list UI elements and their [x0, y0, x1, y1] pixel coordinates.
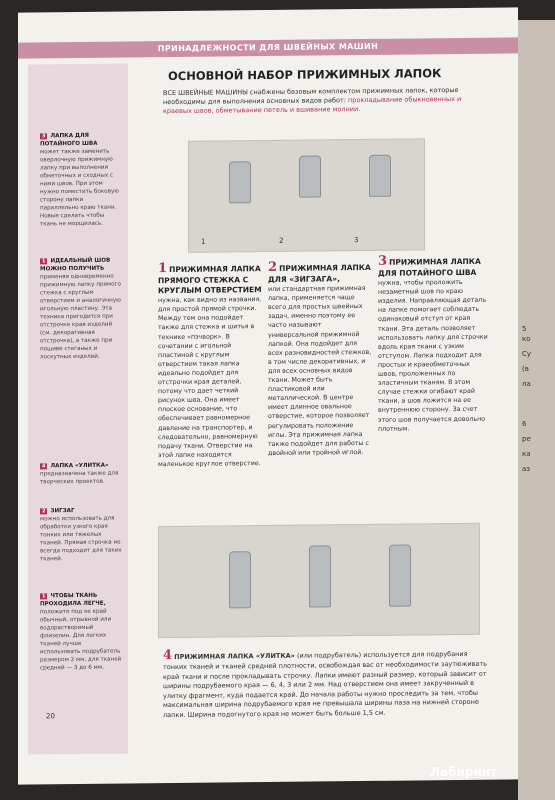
page-number: 20 — [46, 712, 55, 721]
page-header — [18, 37, 518, 58]
presser-feet-photo — [188, 138, 425, 252]
sidebar-note: 1 ЧТОБЫ ТКАНЬ ПРОХОДИЛА ЛЕГЧЕ, положите под ее край обычный, отрывной или водорастворимый флизелин. Для легких тканей лучше использовать подрубатель размером 2 мм, для тканей средней — 3 до 6 мм. — [40, 592, 122, 672]
intro-text: ВСЕ ШВЕЙНЫЕ МАШИНЫ снабжены базовым комплектом прижимных лапок, которые необходимы для выполнения основных видов работ: прокладывание обыкновенных и краевых швов, обметывание петель и вшивание молнии. — [163, 86, 462, 116]
watermark: Лабиринт — [430, 765, 498, 779]
sidebar-note: 1 ИДЕАЛЬНЫЙ ШОВ МОЖНО ПОЛУЧИТЬ применяя одновременно прижимную лапку прямого стежка с круглым отверстием и аналогичную игольную пластину. Эта техника пригодится при отстрочке края изделий (см. декоративная отстрочка), а также при пошиве стеганых и лоскутных изделий. — [40, 257, 121, 361]
photo-label: 2 — [279, 236, 284, 245]
snail-foot-image — [309, 545, 331, 607]
snail-foot-image — [229, 551, 251, 608]
snail-foot-image — [389, 545, 411, 607]
photo-label: 1 — [201, 237, 206, 246]
snail-foot-description: 4 ПРИЖИМНАЯ ЛАПКА «УЛИТКА» (или подрубатель) используется для подрубания тонких тканей и тканей средней плотности, освобождая вас от необходимости заутюживать край ткани и после прокладывать строчку. Лапки имеют разный размер, который зависит от ширины подрубаемого края — 6, 4, 3 или 2 мм. Над отверстием она имеет закрученный в улитку фрагмент, куда подается край. До начала работы нужно проследить за тем, чтобы максимальная ширина подрубаемого края не превышала ширины паза на нижней стороне лапки. Ширина подогнутого края не может быть больше 1,5 см. — [163, 648, 487, 719]
zigzag-foot-image — [299, 155, 321, 197]
foot-description-2: 2 ПРИЖИМНАЯ ЛАПКА ДЛЯ «ЗИГЗАГА», или стандартная прижимная лапка, применяется чаще всего для простых швейных задач, именно поэтому ее часто называют универсальной прижимной лапкой. Она подойдет для всех разновидностей стежков, в том числе декоративных, и для всех основных видов ткани. Может быть пластиковой или металлической. В центре имеет длинное овальное отверстие, которое позволяет регулировать положение иглы. Эта прижимная лапка также подойдет для работы с двойной или тройной иглой. — [268, 259, 372, 457]
book-page — [18, 7, 518, 784]
foot-description-1: 1 ПРИЖИМНАЯ ЛАПКА ПРЯМОГО СТЕЖКА С КРУГЛЫМ ОТВЕРСТИЕМ нужна, как видно из названия, для простой прямой строчки. Между тем она подойдет также для стежка и шитья в технике «пэчворк». В сочетании с игольной пластиной с круглым отверстием такая лапка идеально подойдет для отстрочки края деталей, потому что дает четкий рисунок шва. Она имеет плоское основание, что обеспечивает равномерное давление на транспортер, и следовательно, равномерную подачу ткани. Отверстие на этой лапке находится маленькое круглое отверстие. — [158, 261, 262, 469]
blind-hem-foot-image — [369, 155, 391, 197]
photo-label: 3 — [354, 236, 359, 245]
header-title: ПРИНАДЛЕЖНОСТИ ДЛЯ ШВЕЙНЫХ МАШИН — [157, 41, 379, 54]
foot-description-3: 3 ПРИЖИМНАЯ ЛАПКА ДЛЯ ПОТАЙНОГО ШВА нужна, чтобы проложить незаметный шов по краю изделия. Направляющая деталь на лапке помогает соблюдать одинаковый отступ от края ткани. Эта деталь позволяет использовать лапку для строчки вдоль края ткани с узким отступом. Лапка подходит для простых и краеобметочных швов, проложенных по эластичным тканям. В этом случае стежки огибают край ткани, а шов ложится на ее внутреннюю сторону. За счет этого шов получается довольно плотным. — [378, 253, 488, 433]
sidebar-note: 4 ЛАПКА «УЛИТКА» предназначена также для творческих проектов. — [40, 462, 119, 486]
snail-foot-photo — [158, 523, 480, 638]
adjacent-page-edge: 5 ко Су (в ла 6 ре ка аз — [518, 20, 555, 800]
sidebar-note: 3 ЛАПКА ДЛЯ ПОТАЙНОГО ШВА может также заменить оверлочную прижимную лапку при выполнении обметочных и сходных с ними швов. При этом нужно поместить боковую сторону лапки параллельно краю ткани. Новые сделать чтобы ткань не морщилась. — [40, 132, 119, 228]
straight-stitch-foot-image — [229, 161, 251, 203]
sidebar-note: 2 ЗИГЗАГ можно использовать для обработки узкого края тонких или тяжелых тканей. Прямая строчка не всегда подходит для таких тканей. — [40, 508, 122, 563]
page-title: ОСНОВНОЙ НАБОР ПРИЖИМНЫХ ЛАПОК — [168, 66, 442, 84]
